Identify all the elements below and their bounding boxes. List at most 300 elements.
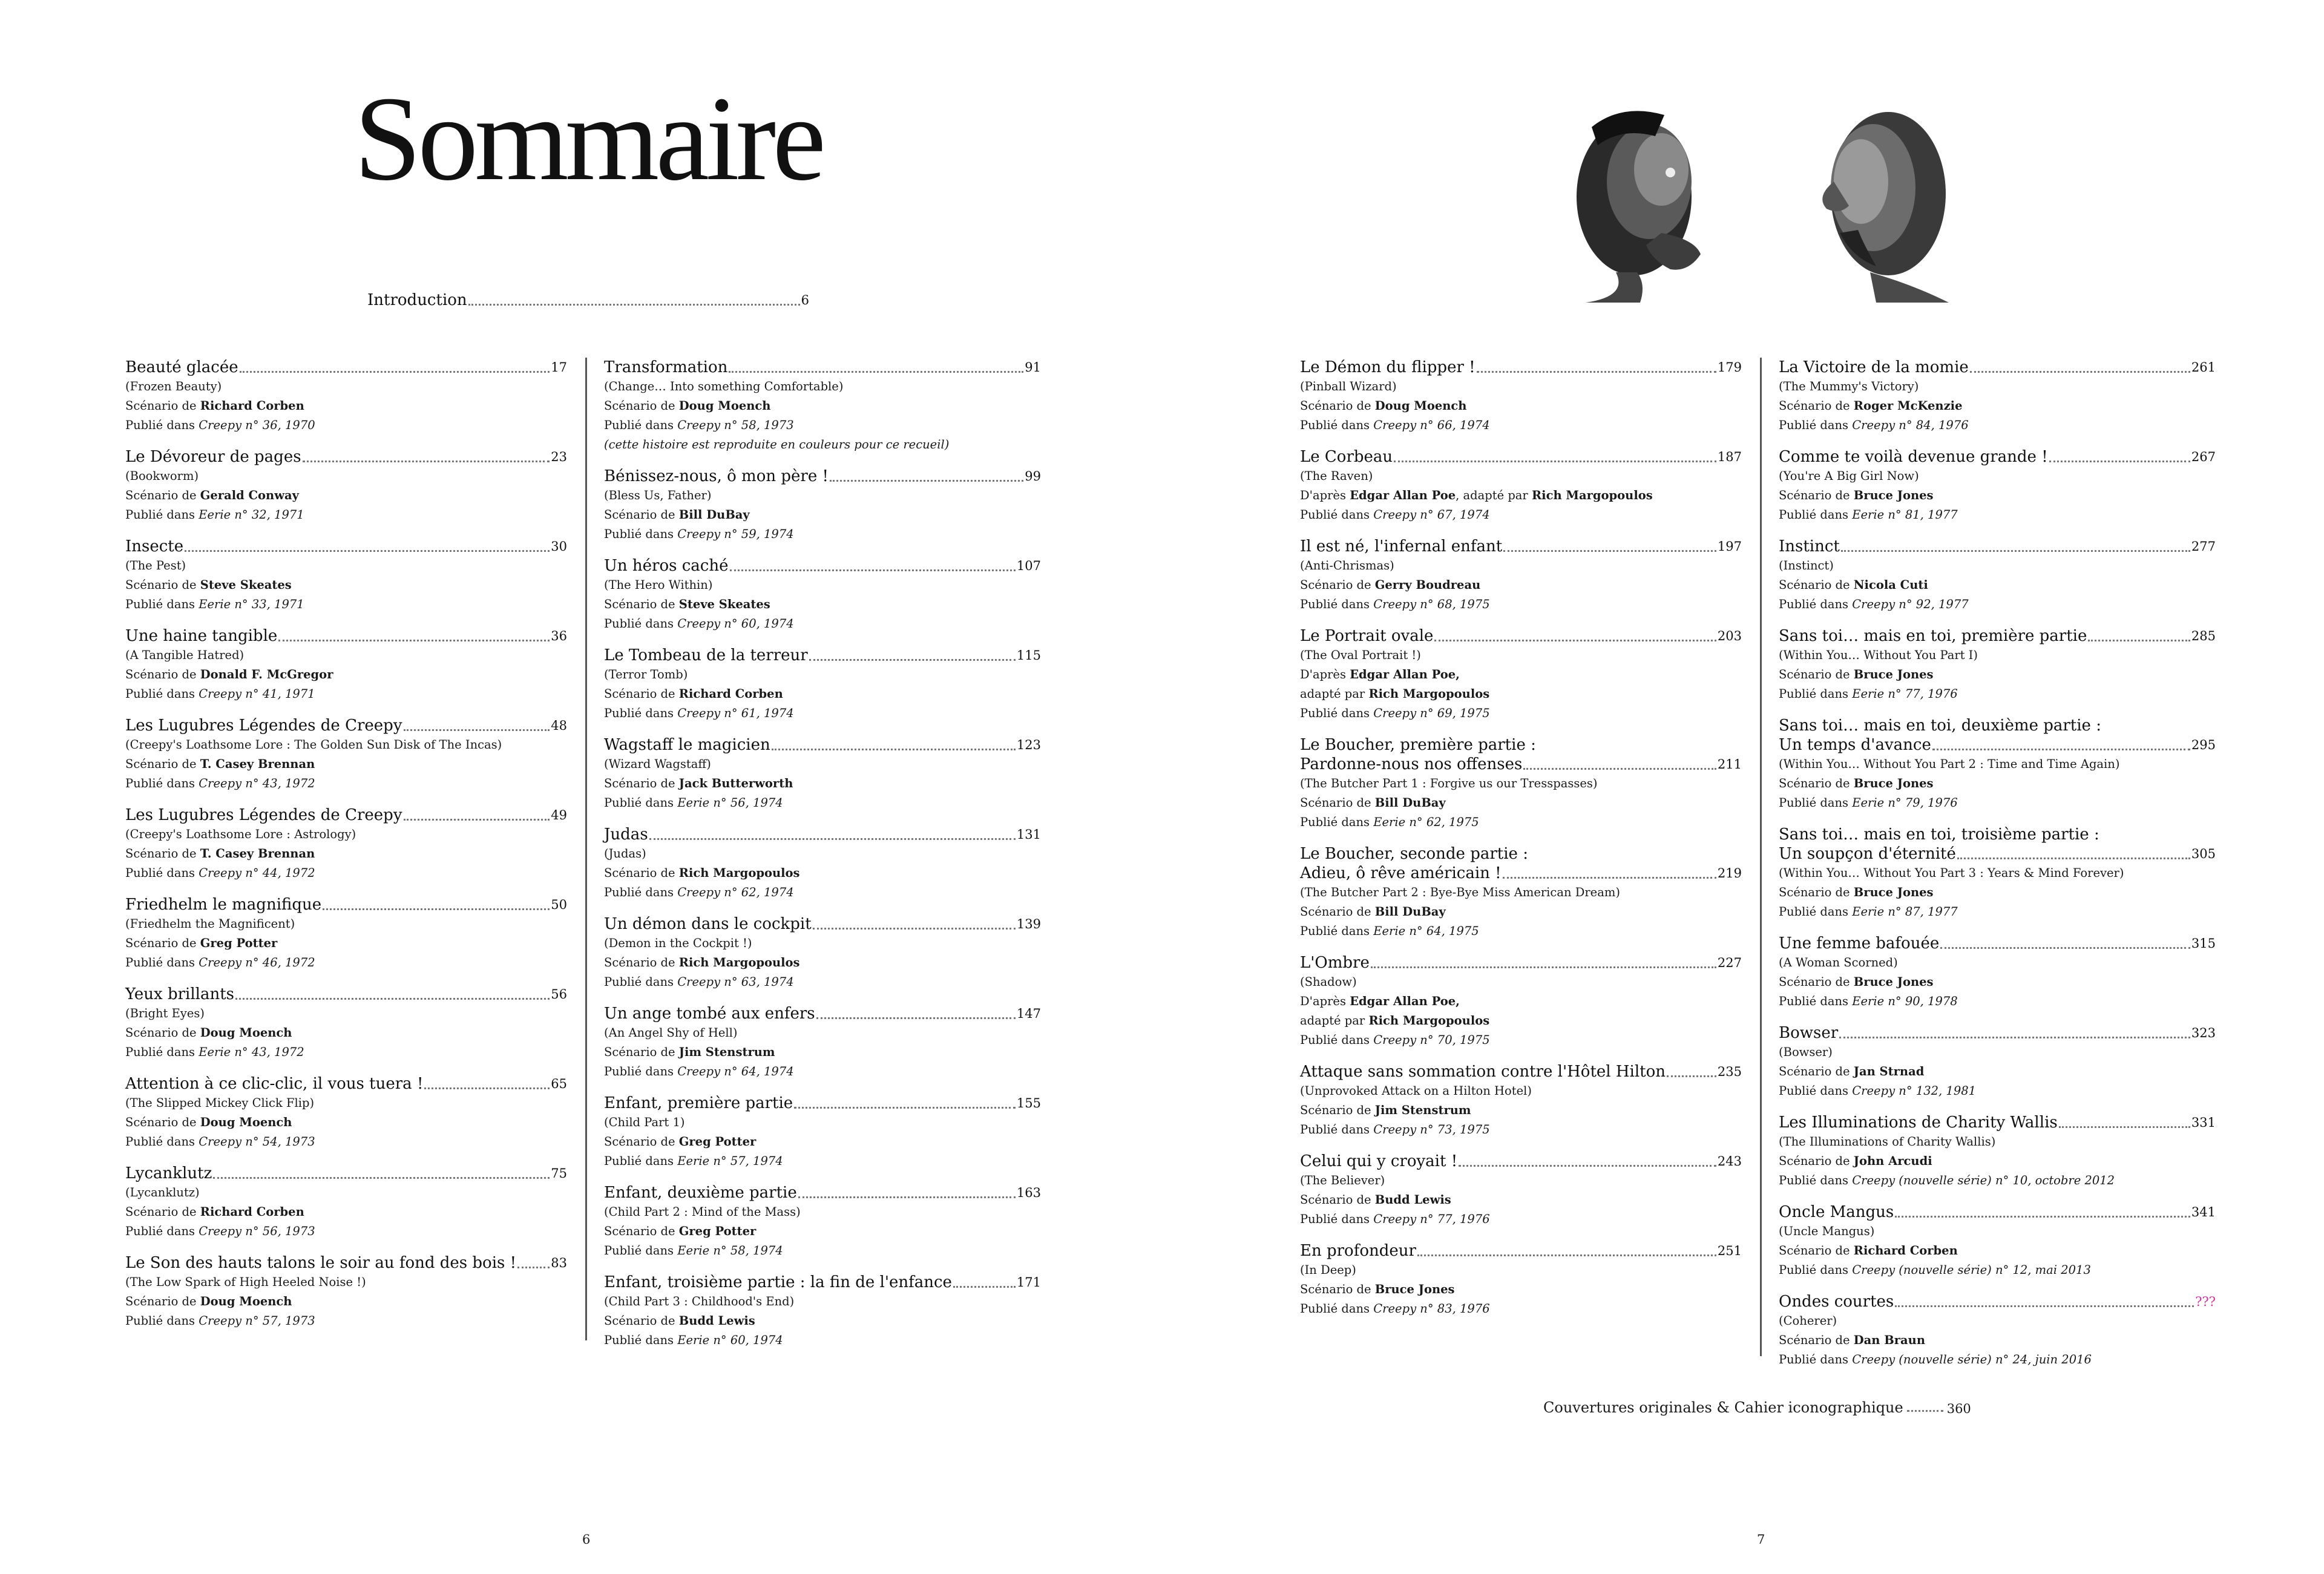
entry-title: Sans toi… mais en toi, première partie [1779, 627, 2087, 645]
dot-leader [794, 1107, 1016, 1109]
title-line [125, 716, 567, 735]
original-title: (Bookworm) [125, 469, 199, 483]
credit-label: Scénario de [125, 1115, 197, 1129]
original-title: (Demon in the Cockpit !) [604, 936, 752, 950]
publication-line [1300, 1120, 1742, 1140]
publication-ref: Creepy (nouvelle série) n° 24, juin 2016 [1852, 1353, 2092, 1366]
credit-line [1779, 774, 2216, 793]
author-name: Roger McKenzie [1853, 399, 1963, 413]
original-title: (Within You… Without You Part 3 : Years & Mind Forever) [1779, 866, 2124, 880]
credit-label: Scénario de [604, 508, 675, 522]
entry-title: Le Tombeau de la terreur [604, 646, 808, 664]
title-line [1300, 358, 1742, 377]
publication-line [125, 1222, 567, 1241]
title-line [604, 358, 1041, 377]
entry-title: Attaque sans sommation contre l'Hôtel Hilton [1300, 1063, 1666, 1081]
publication-line [1300, 813, 1742, 832]
author-name: Bruce Jones [1853, 667, 1934, 681]
author-name: Budd Lewis [1374, 1193, 1451, 1207]
publication-ref: Eerie n° 32, 1971 [199, 508, 304, 522]
title-line [125, 626, 567, 646]
page-number: 99 [1025, 469, 1041, 484]
entry-title: Un soupçon d'éternité [1779, 845, 1956, 863]
toc-entry [1779, 934, 2216, 1011]
publication-line [604, 614, 1041, 634]
publication-label: Publié dans [604, 527, 674, 541]
author-name: Steve Skeates [200, 578, 292, 592]
original-title: (Coherer) [1779, 1314, 1837, 1328]
toc-entry [1300, 626, 1742, 723]
publication-ref: Creepy n° 62, 1974 [677, 885, 794, 899]
toc-entry [1300, 537, 1742, 614]
title-line [604, 1183, 1041, 1202]
credit-line [1300, 665, 1742, 684]
toc-entry [125, 895, 567, 972]
publication-label: Publié dans [1779, 1084, 1849, 1098]
title-line [1779, 1113, 2216, 1132]
entry-title: Insecte [125, 537, 184, 556]
entry-title: Celui qui y croyait ! [1300, 1152, 1458, 1170]
entry-title: Enfant, première partie [604, 1094, 793, 1112]
title-line [1300, 755, 1742, 774]
publication-ref: Creepy n° 61, 1974 [677, 706, 794, 720]
author-name: Doug Moench [200, 1026, 292, 1040]
page-number: 17 [551, 360, 567, 375]
publication-line [1779, 1261, 2216, 1280]
left-head-icon [1577, 111, 1701, 303]
entry-title: Lycanklutz [125, 1164, 212, 1182]
page-number: 331 [2191, 1115, 2216, 1130]
toc-entry [1779, 1292, 2216, 1369]
title-line [1779, 716, 2216, 735]
publication-label: Publié dans [1779, 1263, 1849, 1277]
dot-leader [424, 1087, 550, 1089]
toc-entry [1300, 447, 1742, 525]
publication-ref: Eerie n° 60, 1974 [677, 1333, 783, 1347]
title-line [1779, 934, 2216, 953]
entry-title: Il est né, l'infernal enfant [1300, 537, 1503, 556]
original-title: (The Hero Within) [604, 578, 713, 592]
author-name: Bruce Jones [1374, 1282, 1455, 1296]
credit-label: Scénario de [1300, 1282, 1371, 1296]
page-number: 261 [2191, 360, 2216, 375]
credit-line [1779, 396, 2216, 416]
publication-line [1300, 1299, 1742, 1319]
page-number: 49 [551, 808, 567, 822]
publication-label: Publié dans [1300, 1212, 1370, 1226]
publication-ref: Creepy n° 44, 1972 [199, 866, 315, 880]
title-line [125, 805, 567, 825]
dot-leader [1895, 1216, 2190, 1218]
credit-label: Scénario de [604, 1045, 675, 1059]
title-line [1779, 626, 2216, 646]
credit-line [125, 486, 567, 505]
entry-title: En profondeur [1300, 1242, 1416, 1260]
credit-label: Scénario de [604, 597, 675, 611]
page-number: 251 [1717, 1244, 1742, 1258]
credit-label: D'après [1300, 994, 1346, 1008]
dot-leader [404, 819, 550, 821]
publication-ref: Eerie n° 81, 1977 [1852, 508, 1958, 522]
toc-entry [1779, 1113, 2216, 1190]
publication-line [1779, 1350, 2216, 1369]
dot-leader [468, 304, 800, 306]
original-title: (Child Part 1) [604, 1115, 685, 1129]
toc-entry [604, 467, 1041, 544]
page-number: 179 [1717, 360, 1742, 375]
publication-line [1779, 1171, 2216, 1190]
entry-title: Wagstaff le magicien [604, 736, 770, 754]
page-number: 147 [1016, 1006, 1041, 1021]
entry-title: Les Lugubres Légendes de Creepy [125, 806, 402, 824]
credit-label: Scénario de [604, 956, 675, 969]
credit-line [1779, 1152, 2216, 1171]
entry-title: Introduction [367, 291, 467, 309]
dot-leader [730, 569, 1016, 571]
publication-ref: Creepy n° 73, 1975 [1373, 1123, 1490, 1136]
publication-line [1300, 1210, 1742, 1229]
page-number: 75 [551, 1166, 567, 1181]
credit-line [604, 684, 1041, 704]
dot-leader [830, 480, 1023, 482]
credit-label: Scénario de [1779, 1154, 1850, 1168]
dot-leader [1940, 947, 2190, 949]
original-title: (The Slipped Mickey Click Flip) [125, 1096, 315, 1110]
toc-entry [1300, 358, 1742, 435]
title-line [1300, 537, 1742, 556]
page-number: 211 [1717, 757, 1742, 772]
dot-leader [1932, 749, 2190, 750]
author-name: Richard Corben [200, 1205, 304, 1219]
author-name: Doug Moench [200, 1294, 292, 1308]
dot-leader [1667, 1075, 1716, 1077]
credit-label: Scénario de [125, 1026, 197, 1040]
credit-line [1779, 1241, 2216, 1261]
entry-title: Le Portrait ovale [1300, 627, 1434, 645]
toc-entry [1779, 358, 2216, 435]
title-line [1779, 825, 2216, 844]
author-name: Edgar Allan Poe, [1350, 667, 1460, 681]
credit-label: Scénario de [125, 757, 197, 771]
author-name: Jim Stenstrum [678, 1045, 775, 1059]
credit-label: Scénario de [125, 578, 197, 592]
publication-ref: Eerie n° 87, 1977 [1852, 905, 1958, 919]
credit-label: Scénario de [1779, 776, 1850, 790]
credit-label: Scénario de [125, 936, 197, 950]
page-number: 341 [2191, 1205, 2216, 1219]
page-number: 171 [1016, 1275, 1041, 1290]
credit-label: D'après [1300, 488, 1346, 502]
publication-label: Publié dans [1300, 706, 1370, 720]
original-title: (Lycanklutz) [125, 1185, 200, 1199]
page-number: 23 [551, 450, 567, 464]
author-name: Jim Stenstrum [1374, 1103, 1471, 1117]
credit-label: D'après [1300, 667, 1346, 681]
credit-adapter-label: adapté par [1300, 1014, 1365, 1028]
original-title: (Unprovoked Attack on a Hilton Hotel) [1300, 1084, 1532, 1098]
original-title: (Uncle Mangus) [1779, 1224, 1875, 1238]
credit-line [1779, 575, 2216, 595]
original-title: (Terror Tomb) [604, 667, 688, 681]
entry-title: Le Dévoreur de pages [125, 448, 301, 466]
page-number: 83 [551, 1256, 567, 1270]
entry-title: Un démon dans le cockpit [604, 915, 812, 933]
dot-leader [517, 1267, 550, 1268]
publication-label: Publié dans [125, 597, 195, 611]
toc-entry [125, 985, 567, 1062]
original-title: (Friedhelm the Magnificent) [125, 917, 295, 931]
toc-entry [1779, 447, 2216, 525]
entry-title: L'Ombre [1300, 954, 1370, 972]
credit-line [1300, 1280, 1742, 1299]
entry-title: Une femme bafouée [1779, 934, 1940, 953]
original-title: (The Pest) [125, 559, 186, 572]
page-number: 277 [2191, 539, 2216, 554]
title-line [1300, 447, 1742, 467]
page-number: 30 [551, 539, 567, 554]
entry-title: Sans toi… mais en toi, troisième partie : [1779, 825, 2099, 844]
publication-label: Publié dans [604, 975, 674, 989]
publication-ref: Creepy n° 57, 1973 [199, 1314, 315, 1328]
author-name: Rich Margopoulos [678, 956, 800, 969]
dot-leader [2088, 640, 2190, 641]
toc-entry [604, 1273, 1041, 1350]
author-name: Bruce Jones [1853, 488, 1934, 502]
publication-label: Publié dans [1779, 597, 1849, 611]
publication-ref: Eerie n° 77, 1976 [1852, 687, 1958, 701]
page-number: 56 [551, 987, 567, 1002]
toc-entry [1300, 953, 1742, 1050]
publication-ref: Creepy n° 46, 1972 [199, 956, 315, 969]
publication-line [125, 1043, 567, 1062]
dot-leader [798, 1196, 1016, 1198]
entry-title: Le Son des hauts talons le soir au fond des bois ! [125, 1254, 517, 1272]
entry-title: Un ange tombé aux enfers [604, 1005, 815, 1023]
page-number: 36 [551, 629, 567, 643]
credit-line [604, 1132, 1041, 1152]
original-title: (You're A Big Girl Now) [1779, 469, 1919, 483]
credit-line [125, 1023, 567, 1043]
toc-entry [125, 1074, 567, 1152]
toc-entry [1779, 626, 2216, 704]
entry-title: Les Illuminations de Charity Wallis [1779, 1113, 2058, 1132]
toc-entry [1779, 716, 2216, 813]
dot-leader [1503, 877, 1716, 879]
author-name: Bill DuBay [678, 508, 750, 522]
publication-line [604, 1331, 1041, 1350]
publication-line [604, 883, 1041, 902]
credit-line [125, 1113, 567, 1132]
credit-label: Scénario de [1779, 399, 1850, 413]
author-name: Bill DuBay [1374, 796, 1446, 810]
adapter-name: Rich Margopoulos [1368, 1014, 1490, 1028]
original-title: (The Raven) [1300, 469, 1373, 483]
publication-ref: Eerie n° 56, 1974 [677, 796, 783, 810]
credit-line [604, 1311, 1041, 1331]
title-line [1300, 1152, 1742, 1171]
publication-line [604, 793, 1041, 813]
publication-ref: Eerie n° 58, 1974 [677, 1244, 783, 1258]
page-number: 48 [551, 718, 567, 733]
publication-label: Publié dans [1300, 1302, 1370, 1316]
title-line [125, 985, 567, 1004]
page-number: 91 [1025, 360, 1041, 375]
credit-line [1300, 486, 1742, 505]
title-line [604, 1094, 1041, 1113]
original-title: (Shadow) [1300, 975, 1357, 989]
publication-label: Publié dans [1300, 508, 1370, 522]
publication-ref: Creepy n° 54, 1973 [199, 1135, 315, 1149]
entry-title: Le Corbeau [1300, 448, 1393, 466]
publication-line [1300, 922, 1742, 941]
credit-label: Scénario de [604, 1135, 675, 1149]
publication-ref: Creepy n° 36, 1970 [199, 418, 315, 432]
publication-ref: Eerie n° 57, 1974 [677, 1154, 783, 1168]
dot-leader [1477, 371, 1716, 373]
original-title: (Within You… Without You Part 2 : Time and Time Again) [1779, 757, 2120, 771]
dot-leader [235, 998, 550, 1000]
publication-label: Publié dans [1779, 796, 1849, 810]
publication-ref: Eerie n° 43, 1972 [199, 1045, 304, 1059]
publication-ref: Eerie n° 33, 1971 [199, 597, 304, 611]
publication-ref: Creepy n° 59, 1974 [677, 527, 794, 541]
credit-line [604, 1043, 1041, 1062]
publication-label: Publié dans [125, 1224, 195, 1238]
page-number: 227 [1717, 956, 1742, 970]
title-line [1779, 1023, 2216, 1043]
entry-title: Comme te voilà devenue grande ! [1779, 448, 2048, 466]
credit-label: Scénario de [1300, 796, 1371, 810]
original-title: (The Low Spark of High Heeled Noise !) [125, 1275, 366, 1289]
covers-entry [1543, 1399, 1971, 1416]
author-name: Gerald Conway [200, 488, 299, 502]
title-line [604, 914, 1041, 934]
dot-leader [1394, 461, 1716, 462]
credit-line [1300, 396, 1742, 416]
publication-line [125, 864, 567, 883]
dot-leader [323, 908, 550, 910]
toc-entry [604, 646, 1041, 723]
toc-column-4 [1760, 358, 2216, 1366]
original-title: (Frozen Beauty) [125, 379, 222, 393]
credit-line [125, 844, 567, 864]
publication-label: Publié dans [125, 1135, 195, 1149]
dot-leader [729, 371, 1023, 373]
publication-label: Publié dans [1300, 815, 1370, 829]
page-number: 219 [1717, 866, 1742, 880]
entry-title: Le Boucher, seconde partie : [1300, 845, 1528, 863]
publication-ref: Creepy n° 92, 1977 [1852, 597, 1969, 611]
publication-ref: Creepy (nouvelle série) n° 12, mai 2013 [1852, 1263, 2091, 1277]
publication-line [1300, 416, 1742, 435]
author-name: Budd Lewis [678, 1314, 755, 1328]
author-name: Gerry Boudreau [1374, 578, 1481, 592]
entry-title: Adieu, ô rêve américain ! [1300, 864, 1502, 882]
title-line [1779, 1292, 2216, 1311]
credit-line [604, 864, 1041, 883]
publication-ref: Eerie n° 64, 1975 [1373, 924, 1479, 938]
page-number: 65 [551, 1077, 567, 1091]
credit-label: Scénario de [125, 1294, 197, 1308]
toc-column-2 [585, 358, 1041, 1347]
publication-label: Publié dans [604, 1244, 674, 1258]
credit-line [1300, 575, 1742, 595]
toc-entry [604, 1183, 1041, 1261]
publication-label: Publié dans [125, 687, 195, 701]
dot-leader [813, 928, 1016, 930]
title-line [1300, 953, 1742, 972]
title-line [1779, 358, 2216, 377]
title-line [604, 556, 1041, 575]
folio-left: 6 [582, 1532, 591, 1547]
page-number: 187 [1717, 450, 1742, 464]
author-name: Doug Moench [678, 399, 771, 413]
publication-ref: Creepy n° 68, 1975 [1373, 597, 1490, 611]
original-title: (Pinball Wizard) [1300, 379, 1397, 393]
title-line [604, 467, 1041, 486]
credit-line [604, 1222, 1041, 1241]
credit-label: Scénario de [1779, 488, 1850, 502]
title-line [604, 735, 1041, 755]
credit-adapter-label: adapté par [1300, 687, 1365, 701]
publication-line [125, 684, 567, 704]
entry-title: Enfant, troisième partie : la fin de l'enfance [604, 1273, 952, 1291]
author-name: Doug Moench [200, 1115, 292, 1129]
dot-leader [185, 550, 550, 552]
publication-ref: Creepy n° 83, 1976 [1373, 1302, 1490, 1316]
publication-ref: Creepy n° 41, 1971 [199, 687, 315, 701]
page-number: 285 [2191, 629, 2216, 643]
publication-ref: Creepy n° 63, 1974 [677, 975, 794, 989]
toc-entry [1779, 1023, 2216, 1101]
dot-leader [1434, 640, 1716, 641]
title-line [125, 1253, 567, 1273]
publication-label: Publié dans [1300, 1123, 1370, 1136]
toc-entry [604, 825, 1041, 902]
dot-leader [953, 1286, 1016, 1288]
credit-label: Scénario de [125, 399, 197, 413]
credit-line [1779, 883, 2216, 902]
credit-line [125, 755, 567, 774]
publication-line [1779, 992, 2216, 1011]
credit-label: Scénario de [1779, 975, 1850, 989]
edition-note: (cette histoire est reproduite en couleurs pour ce recueil) [604, 438, 950, 451]
publication-ref: Creepy n° 66, 1974 [1373, 418, 1490, 432]
grotesque-heads-illustration [1549, 91, 1985, 309]
entry-title: Une haine tangible [125, 627, 278, 645]
author-name: Doug Moench [1374, 399, 1467, 413]
page-number: ??? [2195, 1294, 2216, 1309]
toc-entry [1300, 1152, 1742, 1229]
publication-line [604, 1062, 1041, 1081]
dot-leader [816, 1017, 1016, 1019]
credit-label: Scénario de [604, 866, 675, 880]
credit-line [125, 934, 567, 953]
publication-ref: Creepy n° 67, 1974 [1373, 508, 1490, 522]
toc-entry [604, 735, 1041, 813]
original-title: (Creepy's Loathsome Lore : Astrology) [125, 827, 356, 841]
page-number: 115 [1016, 648, 1041, 663]
page-number: 203 [1717, 629, 1742, 643]
credit-adapter-label: , adapté par [1456, 488, 1528, 502]
title-line [604, 825, 1041, 844]
publication-line [604, 704, 1041, 723]
page-number: 131 [1016, 827, 1041, 842]
entry-title: Judas [604, 825, 648, 844]
original-title: (Within You… Without You Part I) [1779, 648, 1978, 662]
entry-title: Couvertures originales & Cahier iconographique [1543, 1399, 1903, 1416]
toc-entry [125, 358, 567, 435]
